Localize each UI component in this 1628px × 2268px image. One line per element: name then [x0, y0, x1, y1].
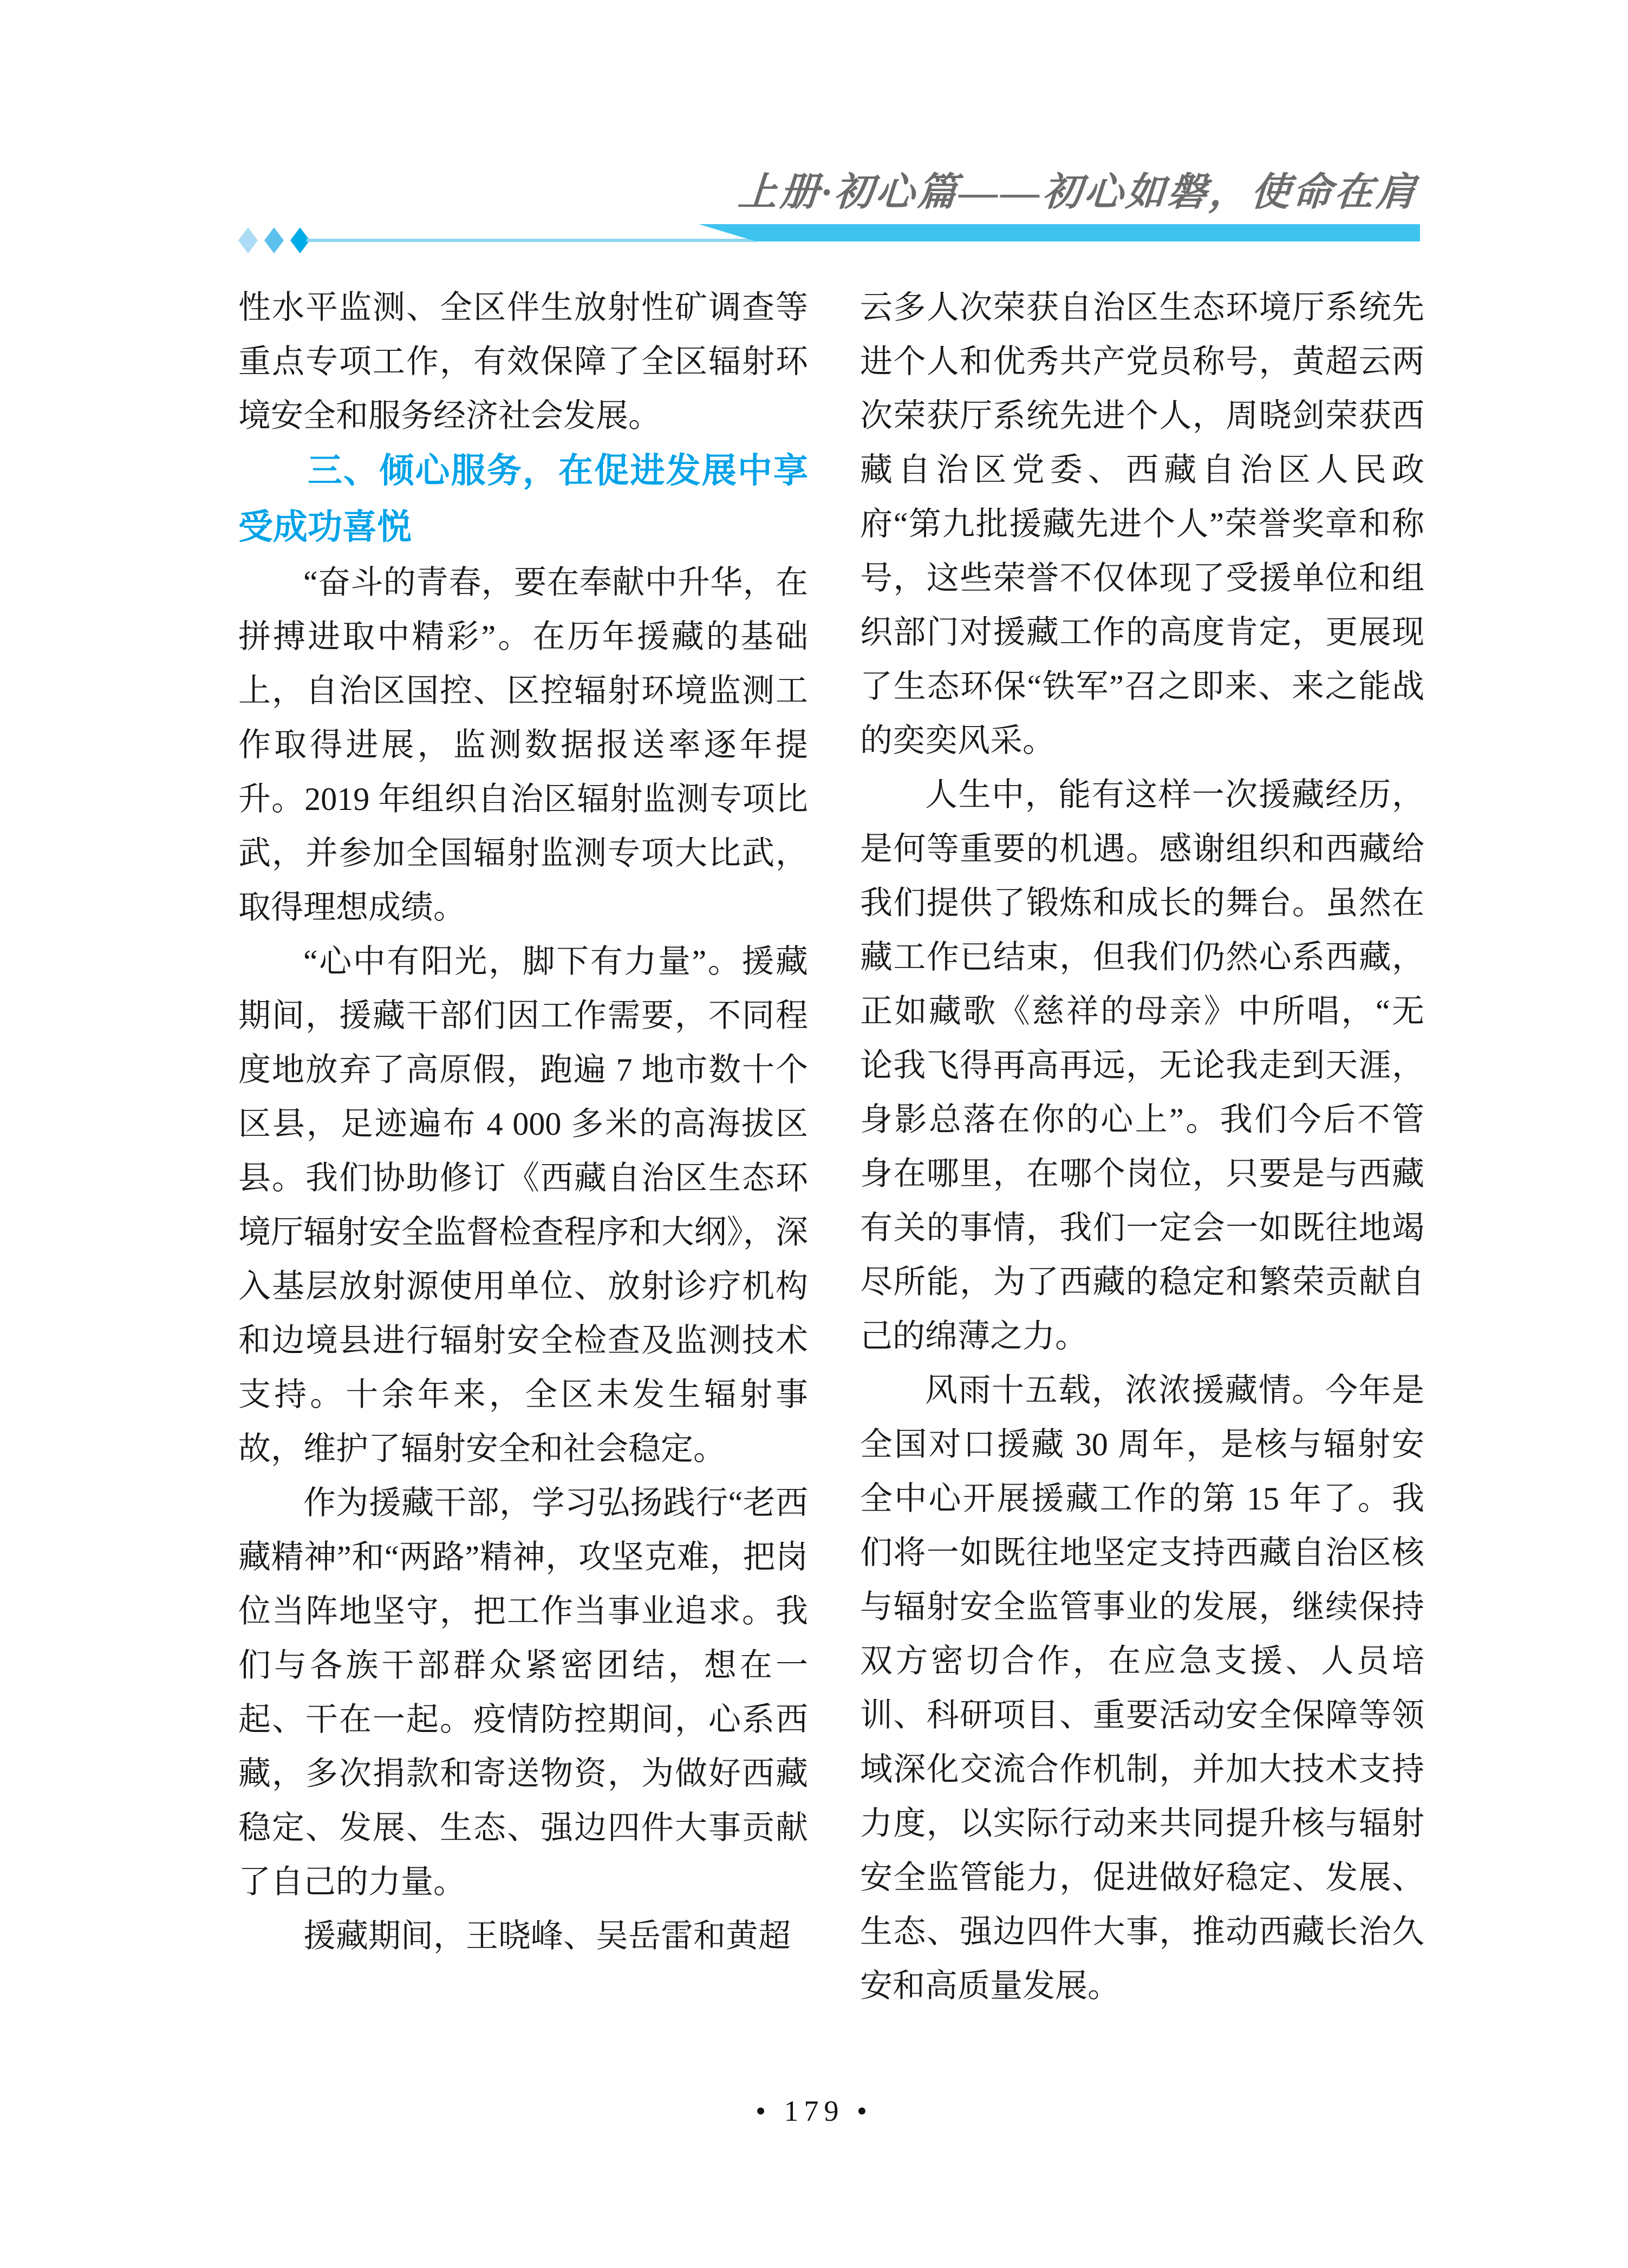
page-number: • 179 • — [756, 2095, 872, 2127]
paragraph: 风雨十五载，浓浓援藏情。今年是全国对口援藏 30 周年，是核与辐射安全中心开展援藏工作的第 15 年了。我们将一如既往地坚定支持西藏自治区核与辐射安全监管事业的发展，继续保持双方密切合作，在应急支援、人员培训、科研项目、重要活动安全保障等领域深化交流合作机制，并加大技术支持力度，以实际行动来共同提升核与辐射安全监管能力，促进做好稳定、发展、生态、强边四件大事，推动西藏长治久安和高质量发展。 — [860, 1372, 1424, 2004]
right-column — [860, 280, 1424, 2013]
paragraph: “奋斗的青春，要在奉献中升华，在拼搏进取中精彩”。在历年援藏的基础上，自治区国控、区控辐射环境监测工作取得进展，监测数据报送率逐年提升。2019 年组织自治区辐射监测专项比武，并参加全国辐射监测专项大比武，取得理想成绩。 — [238, 565, 808, 925]
paragraph-continuation: 云多人次荣获自治区生态环境厅系统先进个人和优秀共产党员称号，黄超云两次荣获厅系统先进个人，周晓剑荣获西藏自治区党委、西藏自治区人民政府“第九批援藏先进个人”荣誉奖章和称号，这些荣誉不仅体现了受援单位和组织部门对援藏工作的高度肯定，更展现了生态环保“铁军”召之即来、来之能战的奕奕风采。 — [860, 290, 1424, 759]
left-column — [238, 280, 808, 1963]
paragraph: “心中有阳光，脚下有力量”。援藏期间，援藏干部们因工作需要，不同程度地放弃了高原假，跑遍 7 地市数十个区县，足迹遍布 4 000 多米的高海拔区县。我们协助修订《西藏自治区生态环境厅辐射安全监督检查程序和大纲》，深入基层放射源使用单位、放射诊疗机构和边境县进行辐射安全检查及监测技术支持。十余年来，全区未发生辐射事故，维护了辐射安全和社会稳定。 — [238, 944, 808, 1467]
diamond-icon — [238, 227, 258, 253]
section-heading: 三、倾心服务，在促进发展中享受成功喜悦 — [238, 452, 808, 546]
paragraph-continuation: 性水平监测、全区伴生放射性矿调查等重点专项工作，有效保障了全区辐射环境安全和服务经济社会发展。 — [238, 290, 808, 434]
running-head-title: 上册·初心篇——初心如磐，使命在肩 — [737, 171, 1419, 214]
paragraph: 人生中，能有这样一次援藏经历，是何等重要的机遇。感谢组织和西藏给我们提供了锻炼和成长的舞台。虽然在藏工作已结束，但我们仍然心系西藏，正如藏歌《慈祥的母亲》中所唱，“无论我飞得再高再远，无论我走到天涯，身影总落在你的心上”。我们今后不管身在哪里，在哪个岗位，只要是与西藏有关的事情，我们一定会一如既往地竭尽所能，为了西藏的稳定和繁荣贡献自己的绵薄之力。 — [860, 777, 1424, 1354]
paragraph: 作为援藏干部，学习弘扬践行“老西藏精神”和“两路”精神，攻坚克难，把岗位当阵地坚守，把工作当事业追求。我们与各族干部群众紧密团结，想在一起、干在一起。疫情防控期间，心系西藏，多次捐款和寄送物资，为做好西藏稳定、发展、生态、强边四件大事贡献了自己的力量。 — [238, 1485, 808, 1900]
header-rule — [307, 239, 756, 242]
header-banner — [699, 224, 1420, 241]
paragraph: 援藏期间，王晓峰、吴岳雷和黄超 — [303, 1918, 791, 1954]
diamond-icon — [264, 227, 284, 253]
